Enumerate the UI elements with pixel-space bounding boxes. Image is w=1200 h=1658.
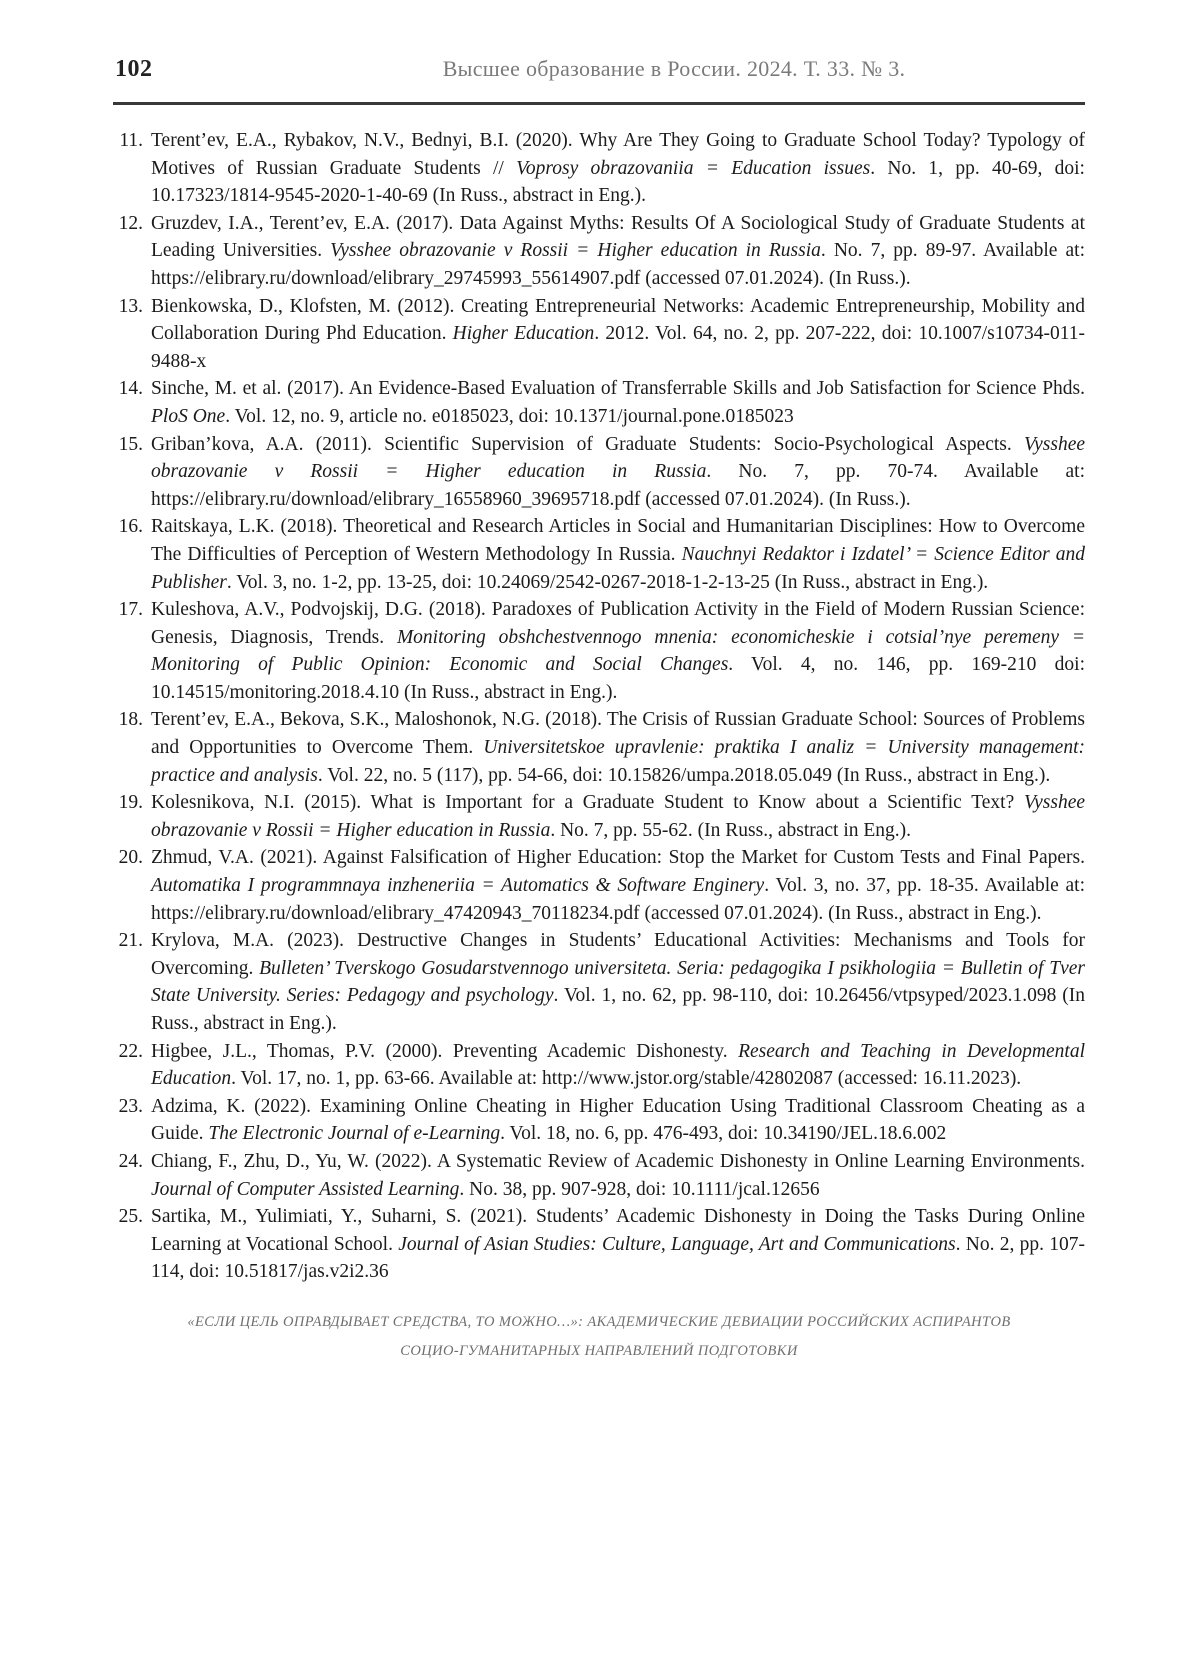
reference-text: Terent’ev, E.A., Rybakov, N.V., Bednyi, B.I. (2020). Why Are They Going to Graduate School Today? Typology of Motives of Russian Graduate Students // Voprosy obrazovaniia = Education issues. No. 1, pp. 40-69, doi: 10.17323/1814-9545-2020-1-40-69 (In Russ., abstract in Eng.). <box>151 130 1085 207</box>
reference-item <box>113 1203 1085 1286</box>
reference-number: 15. <box>118 433 143 455</box>
reference-number: 13. <box>118 295 143 317</box>
footer-line-2: СОЦИО-ГУМАНИТАРНЫХ НАПРАВЛЕНИЙ ПОДГОТОВКИ <box>400 1342 798 1359</box>
journal-running-title: Высшее образование в России. 2024. Т. 33. № 3. <box>442 56 906 81</box>
reference-number: 11. <box>119 130 143 151</box>
reference-text: Krylova, M.A. (2023). Destructive Changes in Students’ Educational Activities: Mechanisms and Tools for Overcoming. Bulleten’ Tverskogo Gosudarstvennogo universiteta. Seria: pedagogika I psikhologiia = Bulletin of Tver State University. Series: Pedagogy and psychology. Vol. 1, no. 62, pp. 98-110, doi: 10.26456/vtpsyped/2023.1.098 (In Russ., abstract in Eng.). <box>151 930 1085 1034</box>
reference-number: 19. <box>118 792 143 814</box>
reference-number: 23. <box>118 1095 143 1117</box>
reference-item <box>113 596 1085 706</box>
reference-text: Chiang, F., Zhu, D., Yu, W. (2022). A Systematic Review of Academic Dishonesty in Online Learning Environments. Journal of Computer Assisted Learning. No. 38, pp. 907-928, doi: 10.1111/jcal.12656 <box>151 1150 1085 1200</box>
reference-text: Kolesnikova, N.I. (2015). What is Important for a Graduate Student to Know about a Scientific Text? Vysshee obrazovanie v Rossii = Higher education in Russia. No. 7, pp. 55-62. (In Russ., abstract in Eng.). <box>151 792 1085 841</box>
footer-line-1: «ЕСЛИ ЦЕЛЬ ОПРАВДЫВАЕТ СРЕДСТВА, ТО МОЖНО…»: АКАДЕМИЧЕСКИЕ ДЕВИАЦИИ РОССИЙСКИХ АСПИРАНТОВ <box>187 1313 1011 1330</box>
reference-item <box>113 789 1085 844</box>
reference-item <box>113 210 1085 293</box>
reference-item <box>113 1148 1085 1203</box>
footer-running-title <box>113 1308 1085 1366</box>
reference-item <box>113 844 1085 927</box>
reference-list <box>113 127 1085 1286</box>
reference-number: 12. <box>118 212 143 234</box>
reference-text: Bienkowska, D., Klofsten, M. (2012). Creating Entrepreneurial Networks: Academic Entrepreneurship, Mobility and Collaboration During Phd Education. Higher Education. 2012. Vol. 64, no. 2, pp. 207-222, doi: 10.1007/s10734-011-9488-x <box>151 295 1085 372</box>
reference-number: 20. <box>118 847 143 869</box>
header-rule <box>113 102 1085 105</box>
reference-number: 16. <box>118 516 143 538</box>
reference-number: 17. <box>118 599 143 621</box>
reference-text: Gruzdev, I.A., Terent’ev, E.A. (2017). Data Against Myths: Results Of A Sociological Study of Graduate Students at Leading Universities. Vysshee obrazovanie v Rossii = Higher education in Russia. No. 7, pp. 89-97. Available at: https://elibrary.ru/download/elibrary_29745993_55614907.pdf (accessed 07.01.2024). (In Russ.). <box>151 212 1086 289</box>
reference-text: Adzima, K. (2022). Examining Online Cheating in Higher Education Using Traditional Classroom Cheating as a Guide. The Electronic Journal of e-Learning. Vol. 18, no. 6, pp. 476-493, doi: 10.34190/JEL.18.6.002 <box>151 1095 1085 1145</box>
reference-text: Higbee, J.L., Thomas, P.V. (2000). Preventing Academic Dishonesty. Research and Teaching in Developmental Education. Vol. 17, no. 1, pp. 63-66. Available at: http://www.jstor.org/stable/42802087 (accessed: 16.11.2023). <box>151 1040 1085 1090</box>
reference-item <box>113 513 1085 596</box>
reference-item <box>113 1038 1085 1093</box>
reference-item <box>113 706 1085 789</box>
reference-text: Griban’kova, A.A. (2011). Scientific Supervision of Graduate Students: Socio-Psychological Aspects. Vysshee obrazovanie v Rossii = Higher education in Russia. No. 7, pp. 70-74. Available at: https://elibrary.ru/download/elibrary_16558960_39695718.pdf (accessed 07.01.2024). (In Russ.). <box>151 433 1085 510</box>
reference-item <box>113 375 1085 430</box>
reference-number: 25. <box>118 1206 143 1228</box>
reference-text: Sinche, M. et al. (2017). An Evidence-Based Evaluation of Transferrable Skills and Job Satisfaction for Science Phds. PloS One. Vol. 12, no. 9, article no. e0185023, doi: 10.1371/journal.pone.0185023 <box>151 378 1085 427</box>
reference-item <box>113 927 1085 1037</box>
reference-number: 21. <box>118 930 143 952</box>
page-number: 102 <box>115 56 153 82</box>
reference-text: Zhmud, V.A. (2021). Against Falsification of Higher Education: Stop the Market for Custom Tests and Final Papers. Automatika I programmnaya inzheneriia = Automatics & Software Enginery. Vol. 3, no. 37, pp. 18-35. Available at: https://elibrary.ru/download/elibrary_47420943_70118234.pdf (accessed 07.01.2024). (In Russ., abstract in Eng.). <box>151 847 1085 924</box>
reference-text: Sartika, M., Yulimiati, Y., Suharni, S. (2021). Students’ Academic Dishonesty in Doing the Tasks During Online Learning at Vocational School. Journal of Asian Studies: Culture, Language, Art and Communications. No. 2, pp. 107-114, doi: 10.51817/jas.v2i2.36 <box>151 1206 1086 1283</box>
reference-item <box>113 431 1085 514</box>
reference-item <box>113 293 1085 376</box>
reference-number: 22. <box>118 1040 143 1062</box>
reference-number: 24. <box>118 1150 143 1172</box>
reference-text: Terent’ev, E.A., Bekova, S.K., Maloshonok, N.G. (2018). The Crisis of Russian Graduate School: Sources of Problems and Opportunities to Overcome Them. Universitetskoe upravlenie: praktika I analiz = University management: practice and analysis. Vol. 22, no. 5 (117), pp. 54-66, doi: 10.15826/umpa.2018.05.049 (In Russ., abstract in Eng.). <box>151 709 1086 786</box>
reference-text: Kuleshova, A.V., Podvojskij, D.G. (2018). Paradoxes of Publication Activity in the Field of Modern Russian Science: Genesis, Diagnosis, Trends. Monitoring obshchestvennogo mnenia: economicheskie i cotsial’nye peremeny = Monitoring of Public Opinion: Economic and Social Changes. Vol. 4, no. 146, pp. 169-210 doi: 10.14515/monitoring.2018.4.10 (In Russ., abstract in Eng.). <box>151 599 1085 703</box>
reference-item <box>113 127 1085 210</box>
reference-item <box>113 1093 1085 1148</box>
page-header <box>113 56 1085 92</box>
reference-text: Raitskaya, L.K. (2018). Theoretical and Research Articles in Social and Humanitarian Disciplines: How to Overcome The Difficulties of Perception of Western Methodology In Russia. Nauchnyi Redaktor i Izdatel’ = Science Editor and Publisher. Vol. 3, no. 1-2, pp. 13-25, doi: 10.24069/2542-0267-2018-1-2-13-25 (In Russ., abstract in Eng.). <box>151 516 1085 593</box>
reference-number: 14. <box>118 378 143 400</box>
reference-number: 18. <box>118 709 143 731</box>
